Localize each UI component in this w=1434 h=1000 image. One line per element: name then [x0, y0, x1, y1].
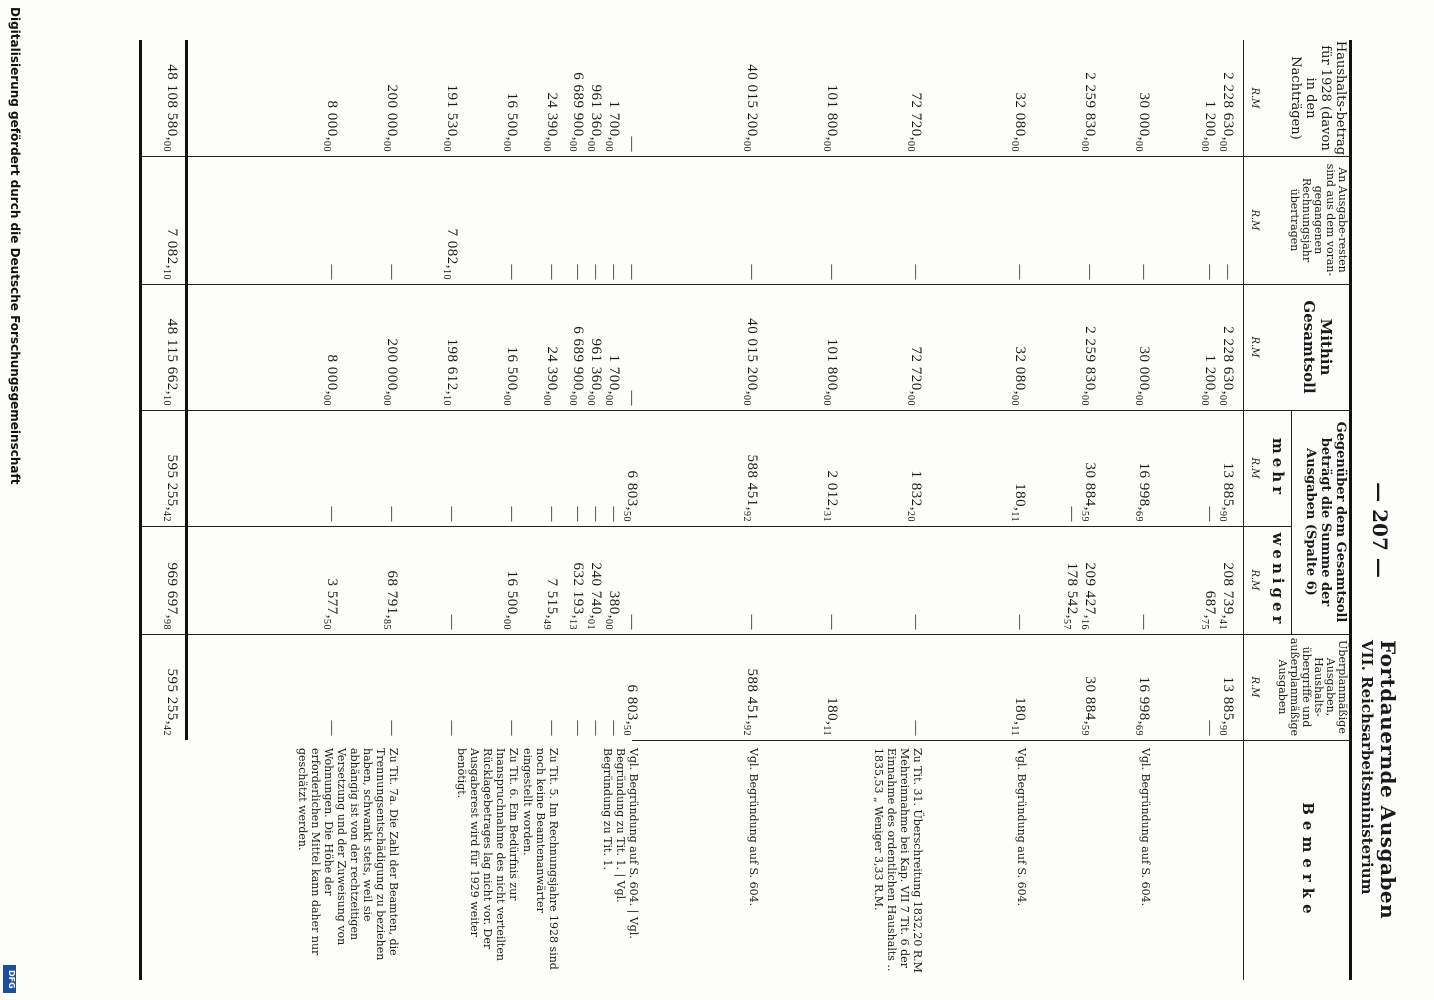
table-cell: 588 $451,_{92}$ [741, 454, 760, 522]
col10-11-header: Gegenüber dem Gesamtsoll beträgt die Summe der Ausgaben (Spalte 6) [1303, 421, 1348, 623]
remark: Zu Tit. 31. Überschreitung 1832,20 R.M Mehreinnahme bei Kap. VII 7 Tit. 6 der Einnahme des ordentlichen Haushalts .. 1835,53 „ Weniger 3,33 R.M. [872, 748, 924, 973]
table-cell: 16 $998,_{69}$ [1133, 676, 1152, 736]
table-cell: — [1064, 506, 1080, 522]
table-cell: — [570, 506, 586, 522]
table-cell: — [444, 720, 460, 736]
table-cell: — [384, 720, 400, 736]
table-cell: 1 $200,_{00}$ [1199, 354, 1218, 406]
unit-12: R.M [1249, 676, 1260, 698]
table-cell: — [908, 614, 924, 630]
col11-header: weniger [1269, 532, 1287, 628]
table-cell: — [544, 720, 560, 736]
ministry-title: VII. Reichsarbeitsministerium [1358, 640, 1376, 895]
table-cell: 1 $832,_{20}$ [905, 470, 924, 522]
col13-header: Bemerke [1299, 802, 1317, 920]
table-cell: 32 $080,_{00}$ [1009, 346, 1028, 406]
table-cell: 2 259 $830,_{00}$ [1079, 326, 1098, 406]
remark: Vgl. Begründung auf S. 604. [747, 748, 760, 907]
table-cell: 595 $255,_{42}$ [161, 668, 180, 736]
table-cell: 48 115 $662,_{10}$ [161, 318, 180, 406]
table-cell: 178 $542,_{57}$ [1061, 562, 1080, 630]
table-cell: 191 $530,_{00}$ [441, 84, 460, 152]
table-cell: — [606, 264, 622, 280]
section-title: Fortdauernde Ausgaben [1376, 640, 1400, 920]
table-cell: $180,_{11}$ [1009, 697, 1028, 736]
table-cell: 198 $612,_{10}$ [441, 338, 460, 406]
table-cell: 48 108 $580,_{00}$ [161, 64, 180, 152]
table-cell: 101 $800,_{00}$ [821, 338, 840, 406]
table-cell: 2 228 $630,_{00}$ [1217, 72, 1236, 152]
table-cell: 72 $720,_{00}$ [905, 346, 924, 406]
table-cell: 200 $000,_{00}$ [381, 338, 400, 406]
unit-10: R.M [1249, 457, 1260, 479]
ledger-table [100, 40, 1400, 980]
table-cell: — [324, 506, 340, 522]
table-cell: — [1202, 720, 1218, 736]
table-cell: 24 $390,_{00}$ [541, 346, 560, 406]
table-cell: 632 $193,_{13}$ [567, 562, 586, 630]
table-cell: 961 $360,_{00}$ [585, 84, 604, 152]
table-cell: — [1202, 264, 1218, 280]
table-cell: 40 015 $200,_{00}$ [741, 318, 760, 406]
table-cell: $687,_{75}$ [1199, 590, 1218, 630]
table-cell: $180,_{11}$ [821, 697, 840, 736]
table-cell: — [624, 264, 640, 280]
table-cell: 2 $012,_{31}$ [821, 470, 840, 522]
table-cell: — [1202, 506, 1218, 522]
table-cell: — [744, 614, 760, 630]
table-cell: — [1136, 264, 1152, 280]
table-cell: 1 $700,_{00}$ [603, 100, 622, 152]
col10-header: mehr [1269, 437, 1287, 499]
table-cell: — [606, 506, 622, 522]
col8-header: An Ausgabe-resten sind aus dem voran-gegangenen Rechnungsjahr übertragen [1288, 163, 1349, 277]
col12-header: Überplanmäßige Ausgaben, Haushalts-übergriffe und außerplanmäßige Ausgaben [1276, 637, 1349, 737]
table-cell: 68 $791,_{85}$ [381, 570, 400, 630]
remark: Vgl. Begründung auf S. 604. [1015, 748, 1028, 907]
table-cell: 2 228 $630,_{00}$ [1217, 326, 1236, 406]
col7-header: Haushalts-betrag für 1928 (davon in den Nachträgen) [1288, 40, 1348, 156]
table-cell: — [504, 720, 520, 736]
table-cell: 208 $739,_{41}$ [1217, 562, 1236, 630]
table-cell: 16 $998,_{69}$ [1133, 462, 1152, 522]
table-cell: 16 $500,_{00}$ [501, 346, 520, 406]
table-cell: 7 $515,_{49}$ [541, 578, 560, 630]
table-cell: — [1136, 614, 1152, 630]
table-cell: — [324, 264, 340, 280]
table-cell: 30 $884,_{59}$ [1079, 676, 1098, 736]
table-cell: — [504, 506, 520, 522]
table-cell: — [1012, 264, 1028, 280]
table-cell: 240 $740,_{01}$ [585, 562, 604, 630]
table-cell: 8 $000,_{00}$ [321, 100, 340, 152]
table-cell: — [544, 506, 560, 522]
table-cell: 30 $000,_{00}$ [1133, 92, 1152, 152]
table-cell: — [570, 264, 586, 280]
table-cell: 32 $080,_{00}$ [1009, 92, 1028, 152]
table-cell: 200 $000,_{00}$ [381, 84, 400, 152]
table-cell: — [744, 264, 760, 280]
table-cell: 6 $803,_{50}$ [621, 470, 640, 522]
table-cell: 969 $697,_{98}$ [161, 562, 180, 630]
table-cell: — [824, 614, 840, 630]
table-cell: 7 $082,_{10}$ [161, 228, 180, 280]
table-cell: — [908, 264, 924, 280]
table-cell: — [570, 720, 586, 736]
page-number: — 207 — [1368, 482, 1392, 578]
table-cell: — [588, 720, 604, 736]
col9-header: Mithin Gesamtsoll [1300, 300, 1335, 394]
table-cell: 2 259 $830,_{00}$ [1079, 72, 1098, 152]
table-cell: — [384, 264, 400, 280]
table-cell: 1 $700,_{00}$ [603, 354, 622, 406]
table-cell: — [606, 720, 622, 736]
table-cell: — [588, 264, 604, 280]
remark: Vgl. Begründung auf S. 604. | Vgl. Begründung zu Tit. 1. | Vgl. Begründung zu Tit. 1. [601, 748, 640, 939]
table-cell: — [504, 264, 520, 280]
table-cell: 595 $255,_{42}$ [161, 454, 180, 522]
remark: Vgl. Begründung auf S. 604. [1139, 748, 1152, 907]
unit-7: R.M [1249, 87, 1260, 109]
table-cell: — [1082, 264, 1098, 280]
funding-credit [0, 0, 30, 1000]
table-cell: — [624, 390, 640, 406]
table-cell: 209 $427,_{16}$ [1079, 562, 1098, 630]
table-cell: — [544, 264, 560, 280]
table-cell: $180,_{11}$ [1009, 483, 1028, 522]
table-cell: — [824, 264, 840, 280]
table-cell: $380,_{00}$ [603, 590, 622, 630]
table-cell: 961 $360,_{00}$ [585, 338, 604, 406]
table-cell: 3 $577,_{50}$ [321, 578, 340, 630]
table-cell: — [444, 614, 460, 630]
table-cell: 1 $200,_{00}$ [1199, 100, 1218, 152]
table-cell: — [1012, 614, 1028, 630]
table-cell: 7 $082,_{10}$ [441, 228, 460, 280]
dfg-logo: DFG [3, 965, 16, 993]
table-cell: — [624, 614, 640, 630]
table-cell: — [624, 136, 640, 152]
table-cell: 16 $500,_{00}$ [501, 92, 520, 152]
remark: Zu Tit. 7a. Die Zahl der Beamten, die Trennungsentschädigung zu beziehen haben, schwankt stets, weil sie abhängig ist von der rechtzeitigen Versetzung und der Zuweisung von Wohnungen. Die Höhe der erforderlichen Mittel kann daher nur geschätzt werden. [296, 748, 400, 961]
table-cell: 13 $885,_{90}$ [1217, 462, 1236, 522]
table-cell: 30 $000,_{00}$ [1133, 346, 1152, 406]
unit-9: R.M [1249, 336, 1260, 358]
table-cell: 6 689 $900,_{00}$ [567, 326, 586, 406]
table-cell: — [324, 720, 340, 736]
table-cell: 6 689 $900,_{00}$ [567, 72, 586, 152]
table-cell: 13 $885,_{90}$ [1217, 676, 1236, 736]
table-cell: 588 $451,_{92}$ [741, 668, 760, 736]
table-cell: 6 $803,_{50}$ [621, 684, 640, 736]
remark: Zu Tit. 5. Im Rechnungsjahre 1928 sind noch keine Beamtenanwärter eingestellt worden. [521, 748, 560, 970]
unit-11: R.M [1249, 569, 1260, 591]
table-cell: 8 $000,_{00}$ [321, 354, 340, 406]
table-cell: 72 $720,_{00}$ [905, 92, 924, 152]
table-cell: 30 $884,_{59}$ [1079, 462, 1098, 522]
table-cell: — [444, 506, 460, 522]
table-cell: 16 $500,_{00}$ [501, 570, 520, 630]
table-cell: 24 $390,_{00}$ [541, 92, 560, 152]
unit-8: R.M [1249, 209, 1260, 231]
table-cell: 101 $800,_{00}$ [821, 84, 840, 152]
table-cell: — [588, 506, 604, 522]
table-cell: — [908, 720, 924, 736]
remark: Zu Tit. 6. Ein Bedürfnis zur Inanspruchnahme des nicht verteilten Rücklagebetrages lag nicht vor. Der Ausgaberest wird für 1929 weiter benötigt. [455, 748, 520, 961]
credit-text: Digitalisierung gefördert durch die Deutsche Forschungsgemeinschaft [8, 7, 22, 485]
table-cell: 40 015 $200,_{00}$ [741, 64, 760, 152]
table-cell: — [1220, 264, 1236, 280]
table-cell: — [384, 506, 400, 522]
